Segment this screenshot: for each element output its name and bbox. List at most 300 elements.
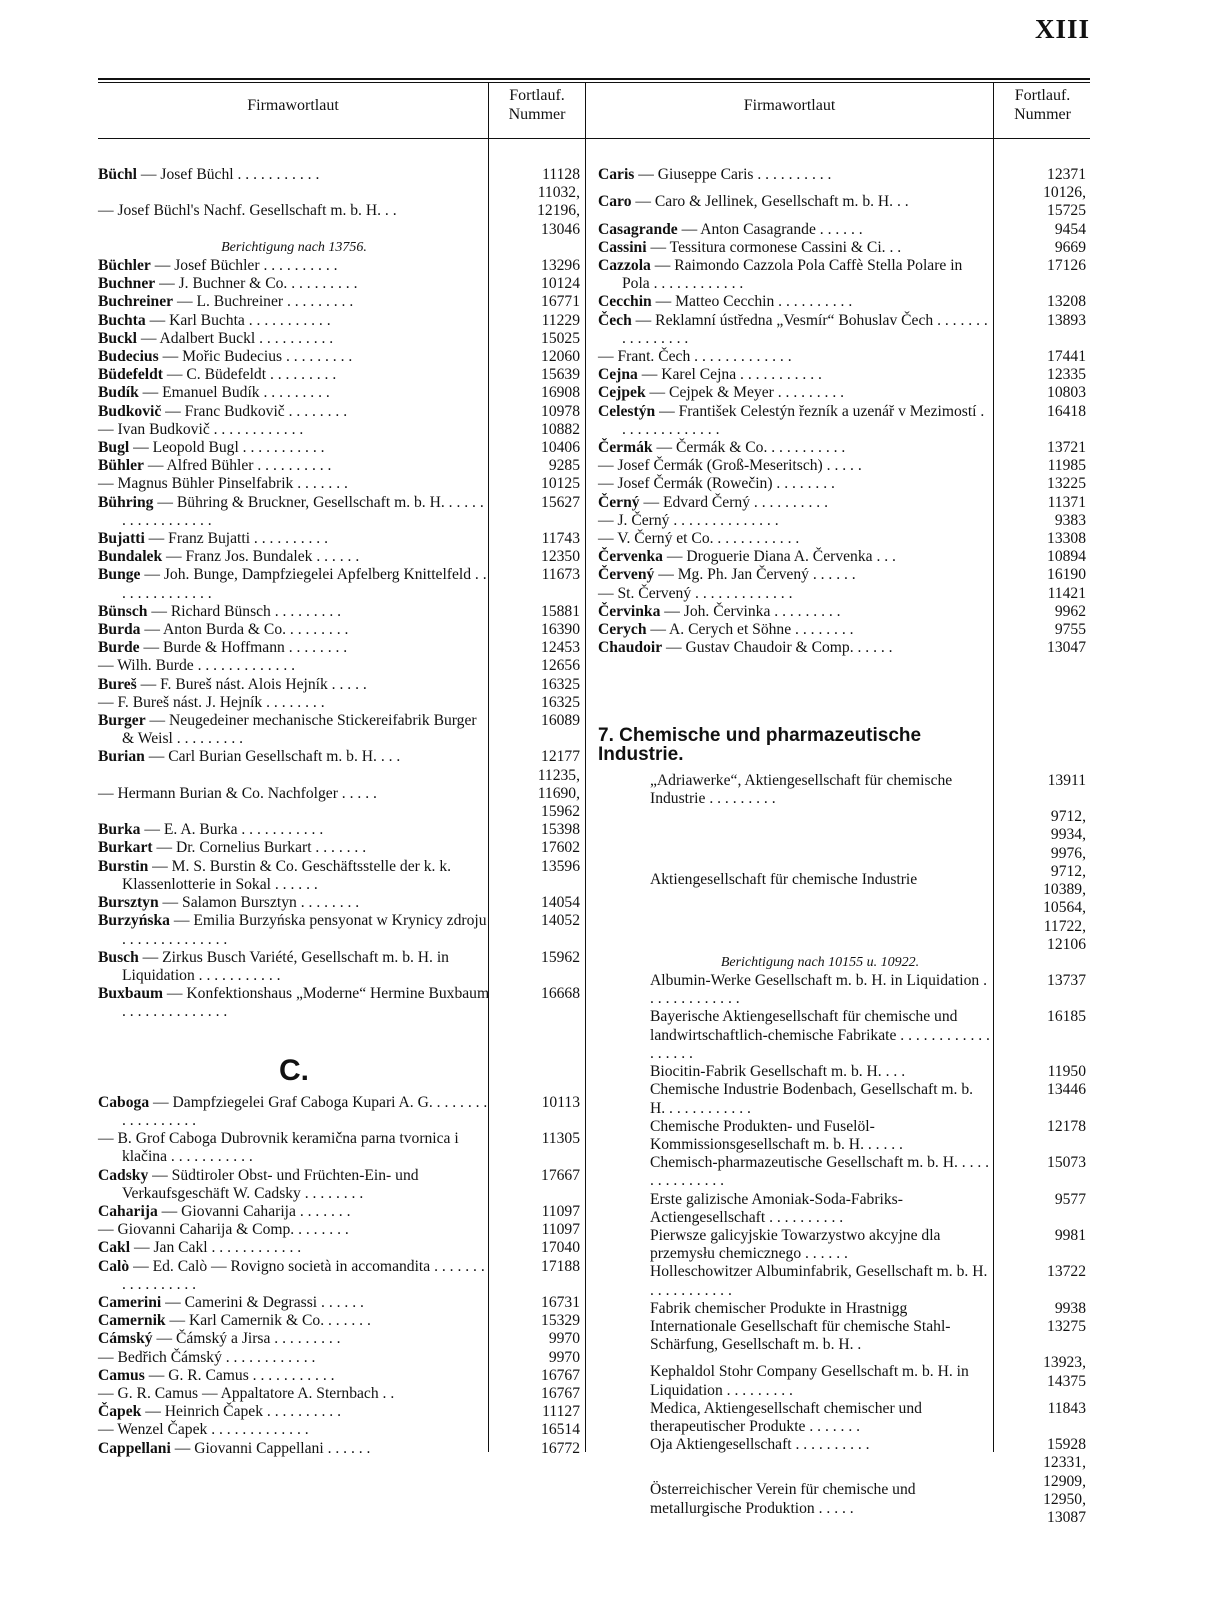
- firm-name: [598, 257, 990, 293]
- serial-number: [500, 312, 580, 330]
- list-item: [598, 1317, 1086, 1354]
- firm-text: Chemische Industrie Bodenbach, Gesellschaft m. b. H. . . . . . . . . . . .: [650, 1081, 974, 1117]
- list-item: [598, 220, 1086, 239]
- firm-keyword: Bundalek: [98, 548, 163, 566]
- list-item: [98, 293, 580, 311]
- firm-name: [598, 348, 990, 366]
- firm-text: — B. Grof Caboga Dubrovnik keramična parna tvornica i klačina . . . . . . . . . . .: [98, 1130, 459, 1166]
- firm-text: — Franz Jos. Bundalek . . . . . .: [162, 548, 360, 566]
- firm-text: — Josef Büchler . . . . . . . . . .: [150, 257, 338, 274]
- serial-number-line: 9669: [1054, 238, 1086, 256]
- header-firm-left: Firmawortlaut: [247, 97, 339, 114]
- firm-text: — Giovanni Caharija . . . . . . .: [157, 1202, 351, 1220]
- firm-text: — Bedřich Čámský . . . . . . . . . . . .: [98, 1348, 316, 1366]
- list-item: [98, 329, 580, 348]
- serial-number: [996, 548, 1086, 566]
- serial-number-line: 11722,: [1043, 917, 1086, 935]
- firm-text: — G. R. Camus . . . . . . . . . . .: [144, 1366, 335, 1384]
- serial-number-line: 11950: [1047, 1063, 1086, 1081]
- firm-keyword: Camernik: [98, 1312, 166, 1330]
- serial-number: [500, 1367, 580, 1385]
- serial-number-line: 10113: [541, 1093, 580, 1111]
- firm-text: — Giovanni Caharija & Comp. . . . . . . .: [98, 1221, 349, 1239]
- firm-keyword: Caboga: [98, 1093, 150, 1111]
- list-item: [598, 972, 1086, 1008]
- serial-number: [996, 1436, 1086, 1454]
- firm-name: [598, 639, 990, 657]
- list-item: [598, 1454, 1086, 1527]
- firm-text: — Frant. Čech . . . . . . . . . . . . .: [598, 348, 792, 366]
- serial-number-line: 9712,: [1050, 808, 1086, 826]
- firm-text: — Südtiroler Obst- und Früchten-Ein- und Verkaufsgeschäft W. Cadsky . . . . . . . .: [122, 1166, 419, 1202]
- serial-number-line: 10564,: [1043, 899, 1086, 917]
- list-item: [598, 1299, 1086, 1318]
- serial-number-line: 9981: [1054, 1226, 1086, 1244]
- firm-text: — Emilia Burzyńska pensyonat w Krynicy zdroju . . . . . . . . . . . . . .: [122, 912, 487, 948]
- divider-center: [585, 82, 586, 1452]
- list-item: [598, 475, 1086, 493]
- firm-text: — Franc Budkovič . . . . . . . .: [161, 402, 348, 420]
- firm-name: [98, 366, 490, 384]
- serial-number-line: 14375: [1047, 1372, 1086, 1390]
- firm-name: [98, 475, 490, 493]
- list-item: [598, 771, 1086, 808]
- firm-text: — F. Bureš nást. J. Hejník . . . . . . . .: [98, 693, 325, 711]
- header-num-right-line2: Nummer: [1014, 106, 1071, 123]
- firm-text: — Cejpek & Meyer . . . . . . . . .: [645, 384, 845, 402]
- firm-keyword: Červenka: [598, 548, 663, 566]
- firm-name: [98, 293, 490, 311]
- header-num-right-line1: Fortlauf.: [1014, 87, 1071, 104]
- firm-name: [598, 772, 990, 808]
- header-num-left: [490, 86, 584, 124]
- serial-number-line: 16390: [541, 621, 580, 639]
- serial-number-line: 9755: [1054, 621, 1086, 639]
- serial-number-line: 9934,: [1050, 826, 1086, 844]
- serial-number: [500, 1221, 580, 1239]
- firm-text: — Giuseppe Caris . . . . . . . . . .: [634, 166, 832, 183]
- serial-number-line: 11371: [1047, 493, 1086, 511]
- list-item: [598, 566, 1086, 584]
- firm-name: [598, 403, 990, 439]
- firm-text: Erste galizische Amoniak-Soda-Fabriks-Actiengesellschaft . . . . . . . . . .: [650, 1190, 903, 1226]
- firm-name: [98, 676, 490, 694]
- firm-text: — A. Cerych et Söhne . . . . . . . .: [646, 621, 854, 639]
- firm-name: [98, 603, 490, 621]
- firm-keyword: Burda: [98, 621, 141, 639]
- serial-number-line: 17040: [541, 1239, 580, 1257]
- left-column: [98, 166, 580, 1458]
- firm-keyword: Burka: [98, 821, 141, 839]
- serial-number-line: 12178: [1047, 1117, 1086, 1135]
- list-item: [598, 1008, 1086, 1063]
- serial-number: [500, 1130, 580, 1148]
- firm-text: Chemische Produkten- und Fuselöl-Kommissionsgesellschaft m. b. H. . . . . .: [650, 1117, 903, 1153]
- firm-keyword: Buckl: [98, 329, 137, 347]
- firm-keyword: Bühler: [98, 457, 144, 475]
- firm-text: — Alfred Bühler . . . . . . . . . .: [143, 457, 332, 475]
- firm-name: [98, 1221, 490, 1239]
- firm-text: — Čermák & Co. . . . . . . . . . .: [652, 439, 846, 457]
- serial-number-line: 13923,: [1043, 1354, 1086, 1372]
- list-item: [98, 384, 580, 402]
- firm-text: — Magnus Bühler Pinselfabrik . . . . . . .: [98, 475, 348, 493]
- firm-text: — Adalbert Buckl . . . . . . . . . .: [137, 329, 334, 347]
- serial-number-line: 15627: [541, 493, 580, 511]
- list-item: [98, 566, 580, 602]
- list-item: [598, 457, 1086, 475]
- list-item: [98, 839, 580, 857]
- serial-number-line: 9938: [1054, 1299, 1086, 1317]
- firm-text: — Edvard Černý . . . . . . . . . .: [639, 493, 828, 511]
- firm-name: [98, 184, 490, 220]
- firm-text: — Carl Burian Gesellschaft m. b. H. . . .: [144, 748, 401, 766]
- correction-note-text: Berichtigung nach 13756.: [221, 239, 367, 255]
- firm-keyword: Buchta: [98, 311, 146, 329]
- list-item: [598, 584, 1086, 603]
- list-item: [98, 657, 580, 675]
- serial-number: [500, 566, 580, 584]
- serial-number: [996, 1454, 1086, 1527]
- firm-name: [98, 403, 490, 421]
- firm-keyword: Cazzola: [598, 257, 651, 274]
- firm-text: — Giovanni Cappellani . . . . . .: [170, 1439, 371, 1457]
- header-num-right: [995, 86, 1090, 124]
- list-item: [598, 184, 1086, 220]
- firm-name: [598, 808, 990, 889]
- list-item: [98, 912, 580, 948]
- serial-number-line: 11128: [542, 166, 580, 183]
- serial-number-line: 11097: [541, 1202, 580, 1220]
- firm-name: [598, 1318, 990, 1354]
- firm-name: [598, 184, 990, 211]
- firm-name: [98, 1403, 490, 1421]
- serial-number-line: 17667: [541, 1166, 580, 1184]
- firm-text: — Raimondo Cazzola Pola Caffè Stella Polare in Pola . . . . . . . . . . . .: [622, 257, 963, 293]
- serial-number: [996, 439, 1086, 457]
- firm-name: [98, 439, 490, 457]
- firm-name: [98, 694, 490, 712]
- serial-number-line: 10124: [541, 275, 580, 293]
- list-item: [98, 1312, 580, 1330]
- serial-number-line: 15928: [1047, 1436, 1086, 1454]
- top-rule-thin: [98, 82, 1090, 83]
- firm-keyword: Burzyńska: [98, 912, 170, 930]
- firm-name: [598, 1191, 990, 1227]
- firm-name: [98, 348, 490, 366]
- serial-number-line: 11097: [541, 1221, 580, 1239]
- firm-text: Aktiengesellschaft für chemische Industrie: [650, 871, 918, 889]
- serial-number: [996, 184, 1086, 220]
- serial-number-line: 16514: [541, 1421, 580, 1439]
- firm-keyword: Cassini: [598, 238, 647, 256]
- firm-name: [598, 312, 990, 348]
- firm-keyword: Bursztyn: [98, 894, 159, 912]
- firm-keyword: Caris: [598, 166, 635, 183]
- firm-name: [98, 1349, 490, 1367]
- firm-name: [98, 985, 490, 1021]
- serial-number: [996, 257, 1086, 275]
- firm-name: [98, 548, 490, 566]
- serial-number: [996, 1227, 1086, 1245]
- firm-keyword: Cejna: [598, 366, 638, 384]
- firm-text: — Karl Buchta . . . . . . . . . . .: [145, 311, 331, 329]
- serial-number: [500, 1440, 580, 1458]
- list-item: [98, 639, 580, 657]
- serial-number: [996, 457, 1086, 475]
- firm-text: Holleschowitzer Albuminfabrik, Gesellschaft m. b. H. . . . . . . . . . . .: [650, 1263, 988, 1299]
- serial-number: [500, 603, 580, 621]
- firm-name: [598, 1063, 990, 1081]
- serial-number-line: 12453: [541, 639, 580, 657]
- firm-keyword: Čermák: [598, 439, 653, 457]
- firm-keyword: Buchner: [98, 275, 156, 293]
- firm-name: [598, 293, 990, 311]
- firm-keyword: Cecchin: [598, 293, 652, 311]
- serial-number: [996, 166, 1086, 184]
- list-item: [598, 954, 990, 972]
- firm-text: — G. R. Camus — Appaltatore A. Sternbach . .: [98, 1384, 395, 1402]
- list-item: [598, 602, 1086, 621]
- serial-number: [996, 603, 1086, 621]
- firm-name: [598, 1400, 990, 1436]
- serial-number-line: 14054: [541, 894, 580, 912]
- firm-name: [98, 312, 490, 330]
- firm-keyword: Černý: [598, 493, 640, 511]
- serial-number: [500, 166, 580, 184]
- serial-number-line: 12335: [1047, 366, 1086, 384]
- serial-number-line: 16731: [541, 1293, 580, 1311]
- firm-text: Pierwsze galicyjskie Towarzystwo akcyjne dla przemysłu chemicznego . . . . . .: [650, 1226, 941, 1263]
- list-item: [98, 1202, 580, 1221]
- serial-number-line: 13308: [1047, 530, 1086, 548]
- firm-name: [598, 621, 990, 639]
- serial-number: [996, 312, 1086, 330]
- firm-keyword: Červinka: [598, 602, 661, 620]
- serial-number: [500, 657, 580, 675]
- firm-text: — Droguerie Diana A. Červenka . . .: [662, 548, 896, 566]
- list-item: [98, 1384, 580, 1403]
- firm-name: [98, 858, 490, 894]
- list-item: [98, 366, 580, 384]
- right-column: [598, 166, 1086, 1527]
- serial-number-line: 9712,: [1050, 862, 1086, 880]
- list-item: [598, 1354, 1086, 1399]
- firm-text: — Ivan Budkovič . . . . . . . . . . . .: [98, 420, 304, 438]
- firm-name: [98, 1367, 490, 1385]
- firm-name: [598, 221, 990, 239]
- serial-number-line: 17602: [541, 839, 580, 857]
- section-letter-c: C.: [279, 1053, 309, 1087]
- serial-number: [996, 1191, 1086, 1209]
- serial-number-line: 16772: [541, 1439, 580, 1457]
- firm-name: [598, 239, 990, 257]
- serial-number-line: 17188: [541, 1257, 580, 1275]
- list-item: [98, 257, 580, 275]
- serial-number-line: 12909,: [1043, 1472, 1086, 1490]
- serial-number-line: 15881: [541, 602, 580, 620]
- serial-number-line: 11127: [542, 1403, 580, 1421]
- serial-number-line: 11032,: [537, 184, 580, 202]
- firm-name: [98, 384, 490, 402]
- list-item: [598, 1063, 1086, 1081]
- list-item: [598, 621, 1086, 639]
- firm-text: — Dampfziegelei Graf Caboga Kupari A. G. . . . . . . . . . . . . . . . . .: [122, 1093, 488, 1129]
- serial-number: [996, 1300, 1086, 1318]
- serial-number-line: 11843: [1047, 1399, 1086, 1417]
- serial-number: [500, 384, 580, 402]
- list-item: [598, 1117, 1086, 1154]
- top-rule: [98, 78, 1090, 80]
- serial-number-line: 15725: [1047, 202, 1086, 220]
- firm-name: [98, 457, 490, 475]
- list-item: [98, 1366, 580, 1385]
- serial-number: [996, 1081, 1086, 1099]
- firm-name: [598, 585, 990, 603]
- firm-name: [598, 457, 990, 475]
- firm-name: [598, 566, 990, 584]
- firm-keyword: Calò: [98, 1257, 130, 1275]
- section-title: 7. Chemische und pharmazeutische Industrie.: [598, 725, 922, 765]
- serial-number-line: 13047: [1047, 639, 1086, 657]
- list-item: [98, 857, 580, 894]
- firm-text: — Emanuel Budík . . . . . . . . .: [138, 384, 330, 402]
- serial-number-line: 10803: [1047, 384, 1086, 402]
- firm-name: [598, 384, 990, 402]
- firm-keyword: Cámský: [98, 1330, 153, 1348]
- serial-number: [996, 1008, 1086, 1026]
- firm-keyword: Celestýn: [598, 402, 656, 420]
- list-item: [98, 1421, 580, 1439]
- firm-keyword: Bünsch: [98, 602, 148, 620]
- firm-keyword: Camerini: [98, 1293, 162, 1311]
- firm-text: Fabrik chemischer Produkte in Hrastnigg: [650, 1299, 908, 1317]
- serial-number: [996, 1063, 1086, 1081]
- header-num-left-line2: Nummer: [508, 106, 566, 123]
- firm-name: [598, 1436, 990, 1454]
- serial-number-line: 14052: [541, 912, 580, 930]
- firm-text: — Mořic Budecius . . . . . . . . .: [158, 348, 353, 366]
- serial-number-line: 15398: [541, 821, 580, 839]
- serial-number-line: 13893: [1047, 311, 1086, 329]
- firm-text: Albumin-Werke Gesellschaft m. b. H. in Liquidation . . . . . . . . . . . . .: [650, 972, 987, 1008]
- firm-text: Internationale Gesellschaft für chemische Stahl-Schärfung, Gesellschaft m. b. H. .: [650, 1317, 951, 1354]
- serial-number: [996, 1318, 1086, 1336]
- serial-number: [500, 257, 580, 275]
- serial-number: [996, 494, 1086, 512]
- firm-name: [598, 1008, 990, 1063]
- firm-name: [98, 821, 490, 839]
- firm-text: — Konfektionshaus „Moderne“ Hermine Buxbaum . . . . . . . . . . . . . .: [122, 985, 490, 1021]
- firm-text: — Josef Büchl . . . . . . . . . . .: [137, 166, 320, 183]
- serial-number: [500, 949, 580, 967]
- list-item: [98, 894, 580, 912]
- list-item: [98, 348, 580, 366]
- firm-name: [598, 530, 990, 548]
- serial-number: [996, 403, 1086, 421]
- serial-number: [996, 348, 1086, 366]
- firm-keyword: Büdefeldt: [98, 366, 163, 384]
- serial-number: [500, 184, 580, 239]
- firm-keyword: Bunge: [98, 566, 141, 584]
- list-item: [598, 439, 1086, 457]
- firm-text: — Joh. Červinka . . . . . . . . .: [660, 602, 841, 620]
- firm-text: — Josef Čermák (Groß-Meseritsch) . . . . .: [598, 457, 862, 475]
- firm-text: Kephaldol Stohr Company Gesellschaft m. b. H. in Liquidation . . . . . . . . .: [650, 1363, 969, 1399]
- list-item: [98, 1293, 580, 1312]
- serial-number-line: 11743: [541, 530, 580, 548]
- list-item: [598, 257, 1086, 293]
- serial-number: [996, 566, 1086, 584]
- firm-name: [98, 1167, 490, 1203]
- serial-number-line: 16908: [541, 384, 580, 402]
- serial-number-line: 13296: [541, 257, 580, 274]
- firm-text: — Mg. Ph. Jan Červený . . . . . .: [654, 566, 856, 584]
- firm-text: — Franz Bujatti . . . . . . . . . .: [144, 530, 328, 548]
- firm-text: — Anton Casagrande . . . . . .: [677, 220, 863, 238]
- serial-number: [996, 221, 1086, 239]
- firm-text: — Wilh. Burde . . . . . . . . . . . . .: [98, 657, 296, 675]
- list-item: [98, 1403, 580, 1421]
- firm-name: [98, 1440, 490, 1458]
- serial-number: [996, 384, 1086, 402]
- serial-number: [500, 293, 580, 311]
- firm-name: [98, 839, 490, 857]
- firm-name: [98, 712, 490, 748]
- list-item: [598, 293, 1086, 311]
- firm-name: [98, 1385, 490, 1403]
- serial-number: [500, 548, 580, 566]
- serial-number-line: 16767: [541, 1384, 580, 1402]
- list-item: [98, 239, 490, 257]
- firm-text: — C. Büdefeldt . . . . . . . . .: [162, 366, 337, 384]
- firm-text: — Čámský a Jirsa . . . . . . . . .: [152, 1330, 341, 1348]
- firm-keyword: Čapek: [98, 1403, 142, 1421]
- correction-note: [598, 954, 990, 972]
- serial-number: [500, 767, 580, 822]
- firm-name: [98, 566, 490, 602]
- list-item: [598, 311, 1086, 348]
- serial-number-line: 16185: [1047, 1008, 1086, 1026]
- firm-name: [98, 1312, 490, 1330]
- divider-right-num: [993, 82, 994, 1452]
- serial-number-line: 16767: [541, 1366, 580, 1384]
- serial-number-line: 13911: [1047, 771, 1086, 789]
- firm-keyword: Cakl: [98, 1239, 131, 1257]
- firm-text: — Neugedeiner mechanische Stickereifabrik Burger & Weisl . . . . . . . . .: [122, 712, 477, 748]
- firm-name: [598, 1354, 990, 1399]
- list-item: [598, 1436, 1086, 1454]
- list-item: [598, 384, 1086, 402]
- firm-text: — J. Buchner & Co. . . . . . . . . .: [155, 275, 358, 293]
- serial-number-line: 16771: [541, 293, 580, 311]
- firm-text: — V. Černý et Co. . . . . . . . . . . .: [598, 530, 800, 548]
- serial-number-line: 15329: [541, 1312, 580, 1330]
- firm-text: „Adriawerke“, Aktiengesellschaft für chemische Industrie . . . . . . . . .: [650, 771, 953, 808]
- serial-number-line: 9454: [1054, 220, 1086, 238]
- serial-number-line: 9970: [548, 1348, 580, 1366]
- firm-name: [598, 1454, 990, 1517]
- serial-number: [500, 1167, 580, 1185]
- serial-number: [500, 1421, 580, 1439]
- serial-number-line: 15025: [541, 329, 580, 347]
- list-item: [598, 238, 1086, 257]
- firm-text: Medica, Aktiengesellschaft chemischer und therapeutischer Produkte . . . . . . .: [650, 1399, 922, 1435]
- serial-number-line: 12350: [541, 548, 580, 566]
- serial-number-line: 9577: [1054, 1190, 1086, 1208]
- list-item: [598, 639, 1086, 657]
- firm-text: — Bühring & Bruckner, Gesellschaft m. b. H. . . . . . . . . . . . . . . . . .: [122, 493, 484, 529]
